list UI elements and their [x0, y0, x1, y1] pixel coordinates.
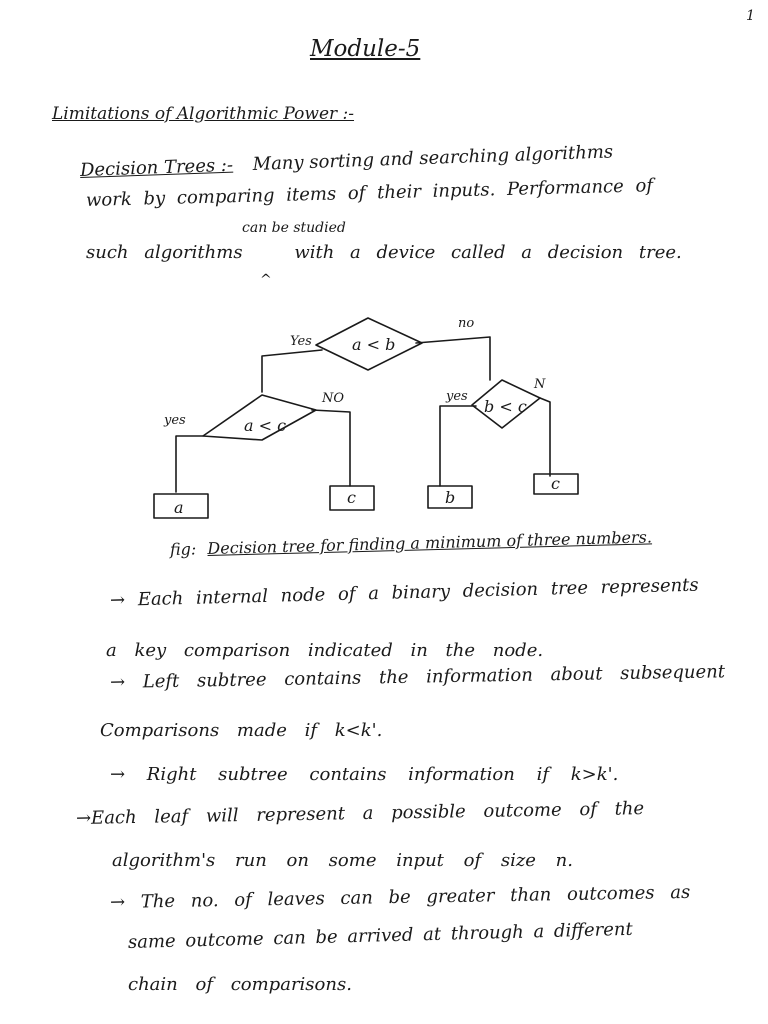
left-node-label: a < c [244, 416, 287, 435]
edge-right-no [540, 398, 550, 476]
note-line-5: → Right subtree contains information if k>k'. [110, 764, 619, 785]
right-node-label: b < c [484, 397, 527, 416]
edge-root-no [416, 337, 490, 380]
page-title: Module-5 [310, 36, 421, 62]
edge-label-left-no: NO [322, 391, 345, 406]
section-heading-text: Limitations of Algorithmic Power :- [52, 104, 355, 124]
note-line-10: chain of comparisons. [128, 974, 352, 995]
edge-label-root-yes: Yes [290, 334, 312, 349]
note-line-8: → The no. of leaves can be greater than outcomes as [109, 881, 691, 913]
leaf-a-label: a [174, 498, 184, 517]
decision-trees-label: Decision Trees :- [79, 154, 234, 181]
intro-line-3-b: with a device called a decision tree. [294, 242, 682, 263]
leaf-c1-label: c [347, 488, 356, 507]
caption-prefix: fig: [169, 539, 197, 559]
intro-line-3-a: such algorithms [86, 242, 243, 263]
note-line-6: →Each leaf will represent a possible outcome of the [75, 798, 645, 829]
edge-label-right-no: N [534, 377, 546, 392]
root-node-label: a < b [352, 335, 396, 354]
edge-left-yes [176, 436, 203, 492]
note-line-7: algorithm's run on some input of size n. [112, 850, 573, 871]
edge-root-yes [262, 350, 322, 392]
edge-label-root-no: no [458, 316, 475, 331]
note-line-9: same outcome can be arrived at through a different [127, 918, 633, 953]
edge-left-no [312, 410, 350, 486]
inserted-text: can be studied [242, 220, 346, 236]
edge-label-right-yes: yes [446, 389, 468, 404]
caption-text: Decision tree for finding a minimum of three numbers. [207, 527, 653, 559]
intro-line-1-text: Many sorting and searching algorithms [252, 141, 614, 175]
edge-right-yes [440, 406, 476, 486]
note-line-3: → Left subtree contains the information about subsequent [109, 661, 726, 693]
page-number: 1 [746, 8, 755, 24]
edge-label-left-yes: yes [164, 413, 186, 428]
note-line-2: a key comparison indicated in the node. [106, 640, 544, 661]
note-line-1: → Each internal node of a binary decision tree represents [109, 574, 699, 611]
intro-line-2: work by comparing items of their inputs. Performance of [85, 175, 654, 211]
note-line-4: Comparisons made if k<k'. [100, 720, 383, 741]
leaf-b-label: b [445, 488, 456, 507]
leaf-c2-label: c [551, 474, 560, 493]
insertion-caret: ^ [260, 272, 272, 288]
